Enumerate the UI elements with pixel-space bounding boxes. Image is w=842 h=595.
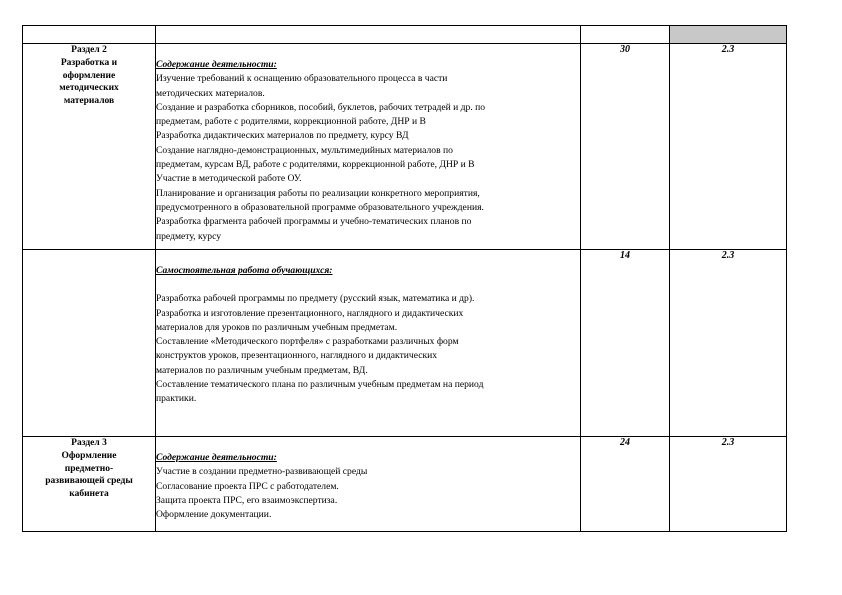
content-line: Согласование проекта ПРС с работодателем. <box>156 480 339 492</box>
content-line: Разработка рабочей программы по предмету (русский язык, математика и др). <box>156 293 475 305</box>
content-heading: Содержание деятельности: <box>156 59 277 70</box>
content-line: Разработка фрагмента рабочей программы и учебно-тематических планов по <box>156 216 472 228</box>
section-title-line: Раздел 3 <box>71 438 107 448</box>
section-title-line: Разработка и <box>60 57 118 68</box>
activity-content-cell <box>156 44 581 250</box>
section-title-cell <box>23 44 156 250</box>
content-line: Планирование и организация работы по реализации конкретного мероприятия, <box>156 187 480 199</box>
section-title-line: развивающей среды <box>45 476 133 487</box>
content-line: Разработка и изготовление презентационного, наглядного и дидактических <box>156 307 464 319</box>
content-line: Создание и разработка сборников, пособий, буклетов, рабочих тетрадей и др. по <box>156 101 486 113</box>
content-line: Разработка дидактических материалов по предмету, курсу ВД <box>156 130 409 142</box>
header-cell-hours <box>581 26 670 44</box>
practice-plan-table <box>22 25 787 532</box>
section-title-line: предметно- <box>64 463 114 474</box>
header-cell-section <box>23 26 156 44</box>
hours-cell: 24 <box>581 437 670 532</box>
content-line: Создание наглядно-демонстрационных, мультимедийных материалов по <box>156 144 453 156</box>
section-title-cell <box>23 250 156 437</box>
content-heading: Самостоятельная работа обучающихся: <box>156 265 333 276</box>
content-line: Составление «Методического портфеля» с разработками различных форм <box>156 336 459 348</box>
competence-cell: 2.3 <box>670 250 787 437</box>
content-line: Участие в создании предметно-развивающей среды <box>156 466 368 478</box>
section-title-line: Раздел 2 <box>71 45 107 55</box>
content-line: материалов по различным учебным предметам, ВД. <box>156 364 368 376</box>
content-line: Составление тематического плана по различным учебным предметам на период <box>156 379 484 391</box>
competence-cell: 2.3 <box>670 44 787 250</box>
content-line: Изучение требований к оснащению образовательного процесса в части <box>156 73 448 85</box>
hours-cell: 30 <box>581 44 670 250</box>
table-header-row <box>23 26 787 44</box>
activity-content-cell <box>156 250 581 437</box>
competence-cell: 2.3 <box>670 437 787 532</box>
content-line: предусмотренного в образовательной программе образовательного учреждения. <box>156 201 484 213</box>
header-cell-content <box>156 26 581 44</box>
section-title-line: оформление <box>62 70 116 81</box>
content-line: Участие в методической работе ОУ. <box>156 173 302 185</box>
content-line: практики. <box>156 393 197 405</box>
section-title-cell <box>23 437 156 532</box>
hours-cell: 14 <box>581 250 670 437</box>
content-line: материалов для уроков по различным учебным предметам. <box>156 321 398 333</box>
content-line: конструктов уроков, презентационного, наглядного и дидактических <box>156 350 438 362</box>
content-line: предметам, курсам ВД, работе с родителями, коррекционной работе, ДНР и В <box>156 159 475 171</box>
header-cell-shaded <box>670 26 787 44</box>
section-title-line: Оформление <box>61 450 117 461</box>
table-row <box>23 437 787 532</box>
section-title-line: методических <box>59 83 119 94</box>
content-line: предметам, работе с родителями, коррекционной работе, ДНР и В <box>156 116 426 128</box>
table-row <box>23 250 787 437</box>
section-title-line: материалов <box>63 96 115 107</box>
content-heading: Содержание деятельности: <box>156 452 277 463</box>
content-line: Оформление документации. <box>156 509 272 521</box>
table-row <box>23 44 787 250</box>
content-line: предмету, курсу <box>156 230 222 242</box>
section-title-line: кабинета <box>69 489 109 500</box>
content-line: методических материалов. <box>156 87 265 99</box>
activity-content-cell <box>156 437 581 532</box>
content-line: Защита проекта ПРС, его взаимоэкспертиза. <box>156 494 338 506</box>
